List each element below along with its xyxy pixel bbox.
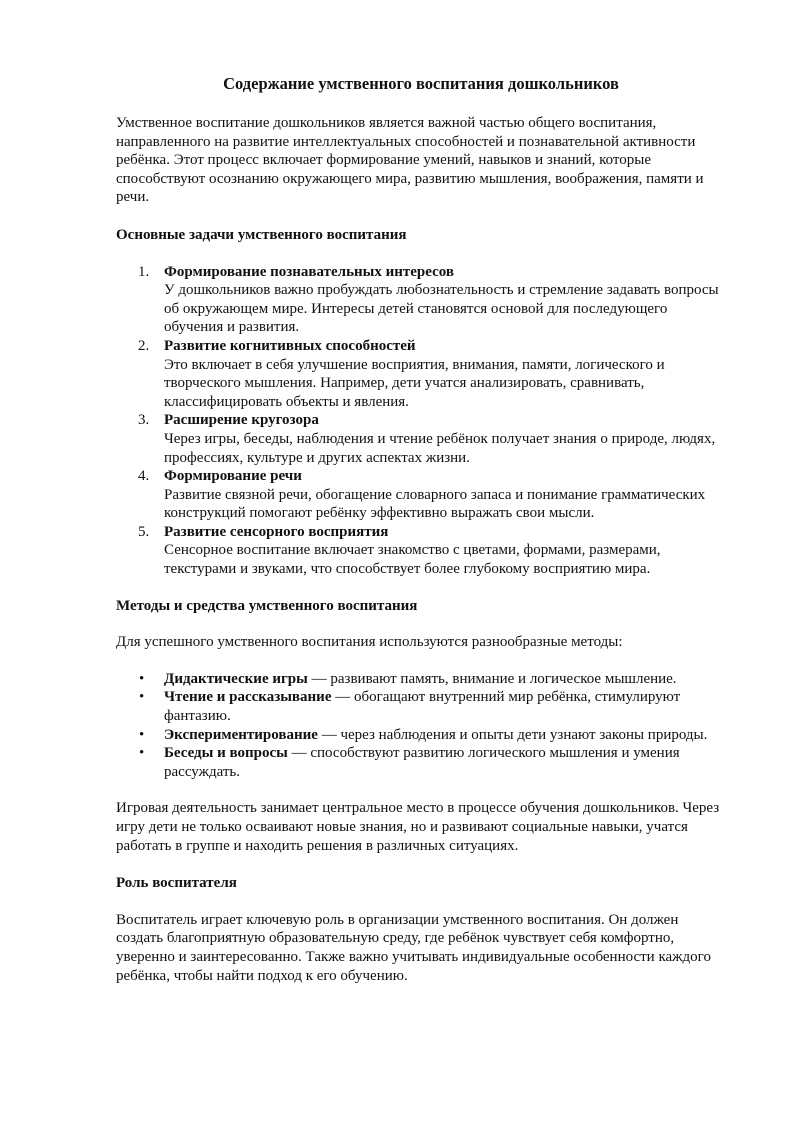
document-title: Содержание умственного воспитания дошкольников bbox=[223, 74, 619, 93]
task-description: Развитие связной речи, обогащение словарного запаса и понимание грамматических конструкций помогают ребёнку эффективно выражать свои мысли. bbox=[164, 486, 706, 522]
document-page bbox=[116, 74, 726, 985]
task-description: Это включает в себя улучшение восприятия, внимания, памяти, логического и творческого мышления. Например, дети учатся анализировать, сравнивать, классифицировать объекты и явления. bbox=[164, 356, 665, 410]
method-text: — развивают память, внимание и логическое мышление. bbox=[307, 670, 677, 687]
method-text: — способствуют развитию логического мышления и умения рассуждать. bbox=[164, 745, 680, 780]
task-item bbox=[138, 263, 726, 337]
bullet-icon: • bbox=[139, 726, 145, 743]
task-number: 5. bbox=[138, 523, 150, 540]
task-number: 1. bbox=[138, 263, 150, 280]
method-term: Чтение и рассказывание bbox=[164, 689, 332, 706]
intro-paragraph: Умственное воспитание дошкольников является важной частью общего воспитания, направленного на развитие интеллектуальных способностей и познавательной активности ребёнка. Этот процесс включает формирование умений, навыков и знаний, которые способствуют осознанию окружающего мира, развитию мышления, воображения, памяти и речи. bbox=[116, 115, 704, 206]
method-term: Беседы и вопросы bbox=[164, 745, 288, 762]
method-item bbox=[139, 726, 726, 745]
task-description: Через игры, беседы, наблюдения и чтение ребёнок получает знания о природе, людях, профессиях, культуре и других аспектах жизни. bbox=[164, 430, 716, 466]
bullet-icon: • bbox=[139, 670, 145, 687]
task-description: Сенсорное воспитание включает знакомство с цветами, формами, размерами, текстурами и звуками, что способствует более глубокому восприятию мира. bbox=[164, 542, 661, 578]
game-paragraph: Игровая деятельность занимает центральное место в процессе обучения дошкольников. Через игру дети не только осваивают новые знания, но и развивают социальные навыки, учатся работать в группе и находить решения в различных ситуациях. bbox=[116, 800, 720, 854]
tasks-heading: Основные задачи умственного воспитания bbox=[116, 226, 407, 243]
methods-list bbox=[116, 670, 726, 782]
bullet-icon: • bbox=[139, 745, 145, 762]
task-number: 3. bbox=[138, 412, 150, 429]
task-number: 4. bbox=[138, 468, 150, 485]
bullet-icon: • bbox=[139, 689, 145, 706]
method-text: — через наблюдения и опыты дети узнают законы природы. bbox=[317, 726, 708, 743]
method-item bbox=[139, 670, 726, 689]
role-heading: Роль воспитателя bbox=[116, 875, 237, 892]
task-number: 2. bbox=[138, 337, 150, 354]
role-paragraph: Воспитатель играет ключевую роль в организации умственного воспитания. Он должен создать благоприятную образовательную среду, где ребёнок чувствует себя комфортно, уверенно и заинтересованно. Также важно учитывать индивидуальные особенности каждого ребёнка, чтобы найти подход к его обучению. bbox=[116, 911, 711, 984]
method-term: Экспериментирование bbox=[164, 726, 318, 743]
task-title: Формирование познавательных интересов bbox=[164, 263, 455, 280]
task-description: У дошкольников важно пробуждать любознательность и стремление задавать вопросы об окружающем мире. Интересы детей становятся основой для последующего обучения и развития. bbox=[164, 282, 719, 336]
methods-intro-paragraph: Для успешного умственного воспитания используются разнообразные методы: bbox=[116, 634, 623, 651]
task-title: Развитие когнитивных способностей bbox=[164, 337, 416, 354]
method-item bbox=[139, 744, 726, 781]
task-item bbox=[138, 337, 726, 411]
tasks-list bbox=[116, 263, 726, 579]
task-item bbox=[138, 467, 726, 523]
method-text: — обогащают внутренний мир ребёнка, стимулируют фантазию. bbox=[164, 689, 681, 725]
methods-heading: Методы и средства умственного воспитания bbox=[116, 597, 418, 614]
method-term: Дидактические игры bbox=[164, 670, 308, 687]
method-item bbox=[139, 688, 726, 725]
task-title: Расширение кругозора bbox=[164, 412, 319, 429]
task-title: Развитие сенсорного восприятия bbox=[164, 523, 389, 540]
task-item bbox=[138, 523, 726, 579]
task-item bbox=[138, 411, 726, 467]
task-title: Формирование речи bbox=[164, 468, 302, 485]
